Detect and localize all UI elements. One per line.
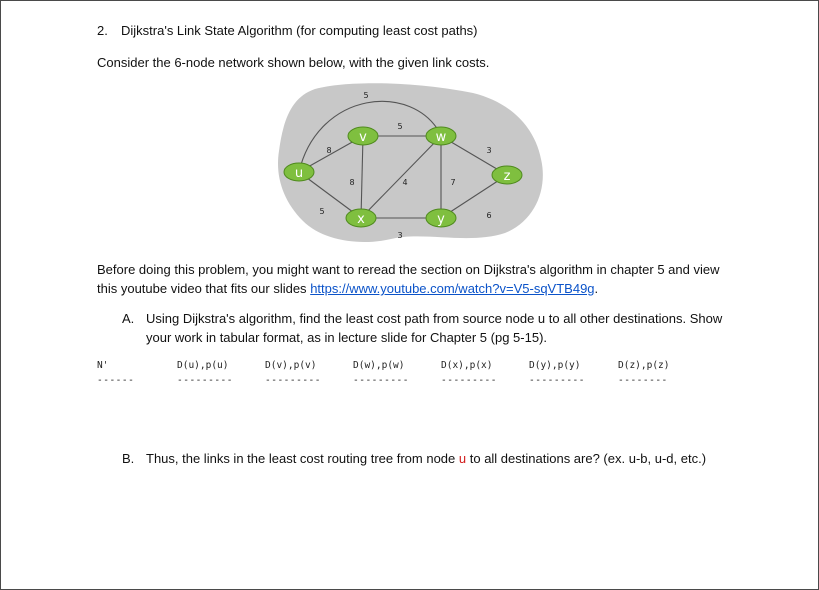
- table-dash: ---------: [177, 375, 233, 386]
- before-text: Before doing this problem, you might want to reread the section on Dijkstra's algorithm in chapter 5 and view this youtube video that fits our slides: [97, 262, 720, 296]
- router-x-label: x: [357, 212, 365, 227]
- table-header-u: D(u),p(u): [177, 360, 229, 371]
- part-b-text-start: Thus, the links in the least cost routing tree from node: [146, 451, 459, 466]
- youtube-link[interactable]: https://www.youtube.com/watch?v=V5-sqVTB49g: [310, 281, 595, 296]
- router-w: [426, 127, 456, 145]
- router-u: [284, 163, 314, 181]
- router-z: [492, 166, 522, 184]
- router-y-label: y: [437, 212, 445, 227]
- part-b-marker: B.: [122, 451, 135, 466]
- router-v-label: v: [359, 130, 367, 145]
- before-end: .: [594, 281, 599, 296]
- table-header-x: D(x),p(x): [441, 360, 493, 371]
- cost-v-w: 5: [397, 122, 403, 131]
- network-diagram: [273, 81, 549, 245]
- before-paragraph: [97, 260, 737, 298]
- router-x: [346, 209, 376, 227]
- cost-w-y: 7: [450, 178, 456, 187]
- table-header-w: D(w),p(w): [353, 360, 405, 371]
- intro-text: Consider the 6-node network shown below, with the given link costs.: [97, 55, 490, 70]
- cost-v-x: 8: [349, 178, 355, 187]
- table-dash: --------: [618, 375, 668, 386]
- cost-w-z: 3: [486, 146, 492, 155]
- cost-x-y: 3: [397, 231, 403, 240]
- problem-title: Dijkstra's Link State Algorithm (for computing least cost paths): [121, 23, 478, 38]
- cost-u-v: 8: [326, 146, 332, 155]
- cost-y-z: 6: [486, 211, 492, 220]
- part-a: [122, 309, 732, 347]
- table-header-z: D(z),p(z): [618, 360, 670, 371]
- table-dash: ---------: [353, 375, 409, 386]
- router-y: [426, 209, 456, 227]
- part-a-text: Using Dijkstra's algorithm, find the least cost path from source node u to all other destinations. Show your work in tabular format, as in lecture slide for Chapter 5 (pg 5-15).: [146, 311, 723, 345]
- table-dash: ---------: [265, 375, 321, 386]
- source-node-highlight: u: [458, 451, 467, 466]
- table-header-y: D(y),p(y): [529, 360, 581, 371]
- problem-heading: [97, 23, 478, 38]
- router-w-label: w: [435, 130, 447, 145]
- table-header-v: D(v),p(v): [265, 360, 317, 371]
- problem-number: 2.: [97, 23, 108, 38]
- cost-u-x: 5: [319, 207, 325, 216]
- cost-u-w: 5: [363, 91, 369, 100]
- router-v: [348, 127, 378, 145]
- part-b: [122, 449, 732, 468]
- part-a-marker: A.: [122, 311, 135, 326]
- table-header-n: N': [97, 360, 109, 371]
- part-b-text-end: to all destinations are? (ex. u-b, u-d, etc.): [466, 451, 707, 466]
- router-u-label: u: [294, 166, 304, 181]
- router-z-label: z: [503, 169, 511, 184]
- table-dash: ---------: [529, 375, 585, 386]
- table-dash: ------: [97, 375, 135, 386]
- part-b-text: [146, 449, 732, 468]
- table-dash: ---------: [441, 375, 497, 386]
- cost-w-x: 4: [402, 178, 408, 187]
